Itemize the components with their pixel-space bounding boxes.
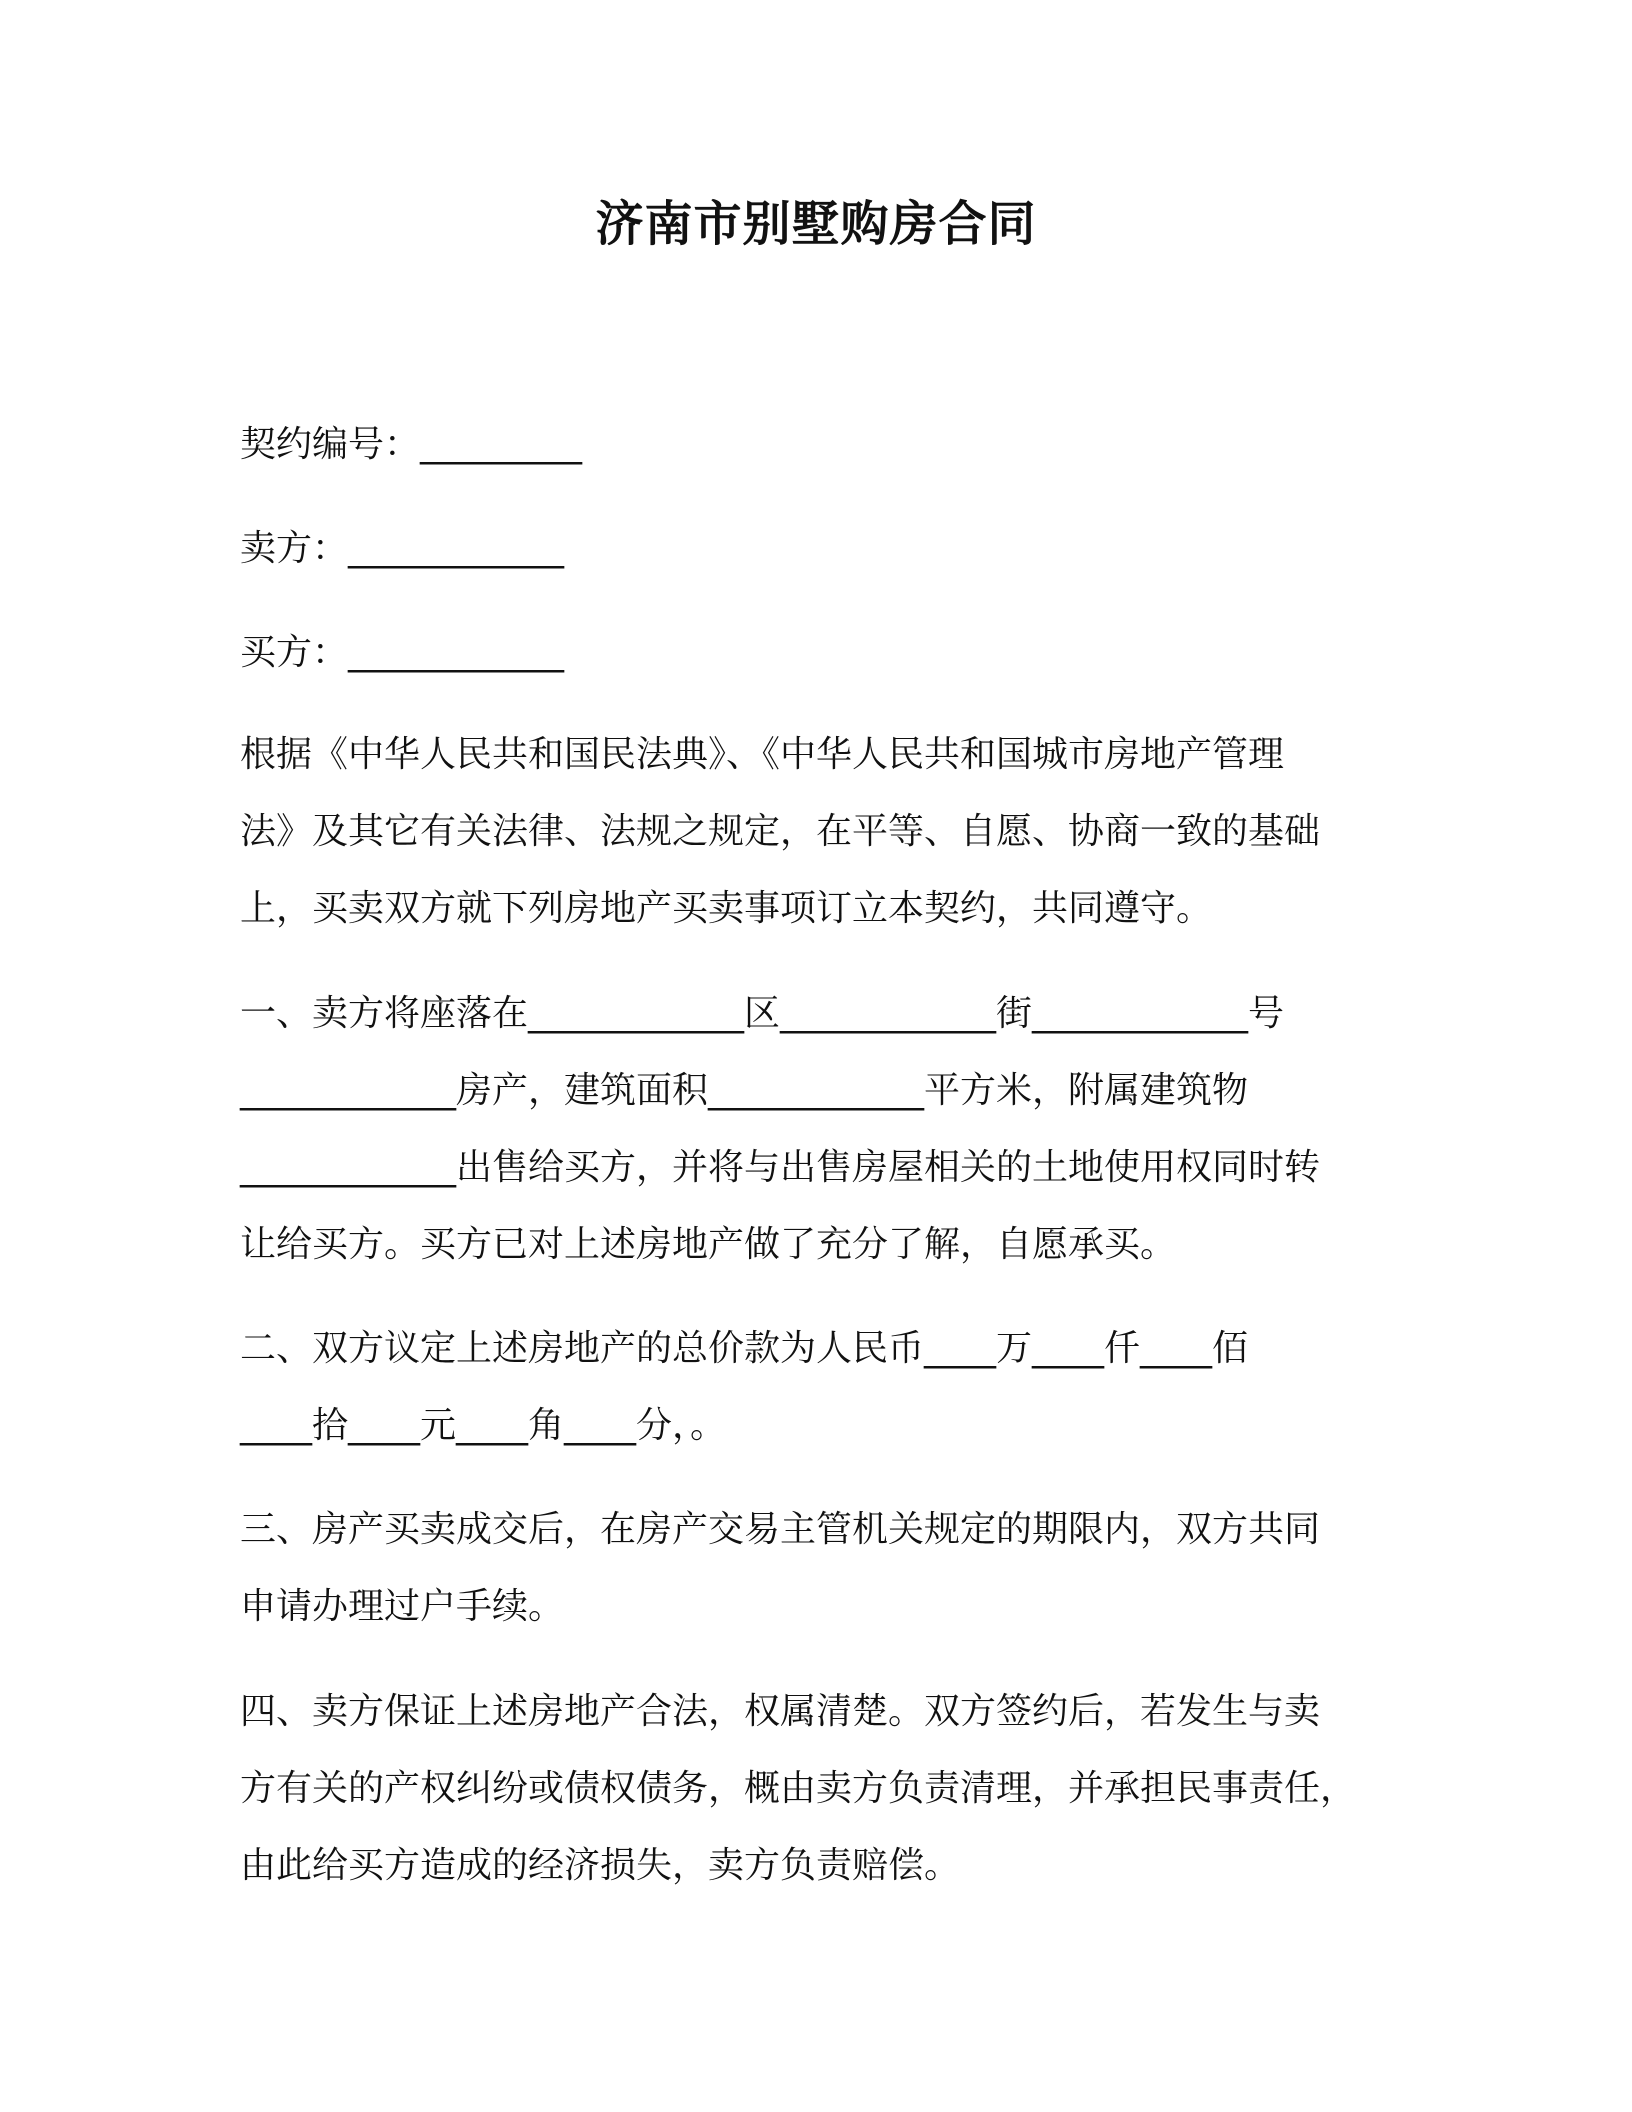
clause-line: 三、房产买卖成交后，在房产交易主管机关规定的期限内，双方共同 — [240, 1509, 1321, 1550]
clause-line: 二、双方议定上述房地产的总价款为人民币____万____仟____佰 — [240, 1328, 1249, 1369]
clause-4-paragraph — [240, 1673, 1390, 1904]
document-title: 济南市别墅购房合同 — [595, 196, 1037, 252]
clause-line: 申请办理过户手续。 — [240, 1586, 565, 1627]
seller-label: 卖方： — [240, 528, 349, 569]
buyer-field — [240, 627, 564, 679]
preamble-line: 法》及其它有关法律、法规之规定，在平等、自愿、协商一致的基础 — [240, 811, 1321, 852]
preamble-paragraph — [240, 716, 1390, 947]
clause-2-paragraph — [240, 1310, 1390, 1464]
buyer-blank: ____________ — [348, 632, 565, 673]
clause-line: 让给买方。买方已对上述房地产做了充分了解，自愿承买。 — [240, 1224, 1177, 1265]
clause-1-paragraph — [240, 975, 1390, 1283]
contract-number-field — [240, 419, 582, 471]
contract-number-blank: _________ — [420, 424, 583, 465]
clause-line: 方有关的产权纠纷或债权债务，概由卖方负责清理，并承担民事责任， — [240, 1768, 1357, 1809]
buyer-label: 买方： — [240, 632, 349, 673]
clause-line: ____________出售给买方，并将与出售房屋相关的土地使用权同时转 — [240, 1147, 1321, 1188]
preamble-line: 上，买卖双方就下列房地产买卖事项订立本契约，共同遵守。 — [240, 888, 1213, 929]
clause-line: 由此给买方造成的经济损失，卖方负责赔偿。 — [240, 1845, 961, 1886]
clause-line: 一、卖方将座落在____________区____________街____________号 — [240, 993, 1285, 1034]
contract-number-label: 契约编号： — [240, 424, 421, 465]
seller-blank: ____________ — [348, 528, 565, 569]
preamble-line: 根据《中华人民共和国民法典》、《中华人民共和国城市房地产管理 — [240, 734, 1285, 775]
seller-field — [240, 523, 564, 575]
clause-3-paragraph — [240, 1491, 1390, 1645]
clause-line: 四、卖方保证上述房地产合法，权属清楚。双方签约后，若发生与卖 — [240, 1691, 1321, 1732]
clause-line: ____________房产，建筑面积____________平方米，附属建筑物 — [240, 1070, 1249, 1111]
clause-line: ____拾____元____角____分，。 — [240, 1405, 727, 1446]
